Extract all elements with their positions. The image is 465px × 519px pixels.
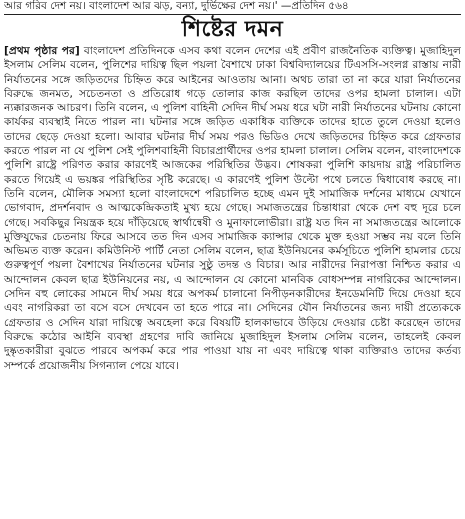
headline: শিষ্টের দমন — [181, 17, 284, 42]
article-body — [4, 44, 461, 514]
article-text: বাংলাদেশ প্রতিদিনকে এসব কথা বলেন দেশের এই প্রবীণ রাজনৈতিক ব্যক্তিত্ব। মুজাহিদুল ইসলাম সেলিম বলেন, পুলিশের দায়িত্ব ছিল পয়লা বৈশাখে ঢাকা বিশ্ববিদ্যালয়ের টিএসসি-সংলগ্ন রাস্তায় নারী নির্যাতনের সঙ্গে জড়িতদের চিহ্নিত করে আইনের আওতায় আনা। অথচ তারা তা না করে যারা নির্যাতনের বিরুদ্ধে জনমত, সচেতনতা ও প্রতিরোধ গড়ে তোলার কাজ করছিল তাদের ওপর হামলা চালাল। এটা ন্যক্কারজনক আচরণ। তিনি বলেন, এ পুলিশ বাহিনী সেদিন দীর্ঘ সময় ধরে ঘটা নারী নির্যাতনের ঘটনায় কোনো কার্যকর ব্যবস্থাই নিতে পারল না। ঘটনার সঙ্গে জড়িত একাধিক ব্যক্তিকে তাদের হাতে তুলে দেওয়া হলেও তাদের ছেড়ে দেওয়া হলো। আবার ঘটনার দীর্ঘ সময় পরও ভিডিও দেখে জড়িতদের চিহ্নিত করে গ্রেফতার করতে পারল না যে পুলিশ সেই পুলিশবাহিনী বিচারপ্রার্থীদের ওপর হামলা চালাল। সেলিম বলেন, বাংলাদেশকে পুলিশি রাষ্ট্রে পরিণত করার কারণেই আজকের পরিস্থিতির উদ্ভব। শোষকরা পুলিশি কায়দায় রাষ্ট্র পরিচালিত করতে গিয়েই এ ভয়ঙ্কর পরিস্থিতির সৃষ্টি করেছে। এ কারণেই পুলিশ উল্টো পথে চলতে দ্বিধাবোধ করছে না। তিনি বলেন, মৌলিক সমস্যা হলো বাংলাদেশে পরিচালিত হচ্ছে এমন দুই সামাজিক দর্শনের মাধ্যমে যেখানে ভোগবাদ, প্রদর্শনবাদ ও আত্মকেন্দ্রিকতাই মুখ্য হয়ে গেছে। সমাজতন্ত্রের চিন্তাধারা থেকে দেশ বহু দূরে চলে গেছে। সবকিছুর নিয়ন্ত্রক হয়ে দাঁড়িয়েছে স্বার্থান্বেষী ও মুনাফালোভীরা। রাষ্ট্র যত দিন না সমাজতন্ত্রের আলোকে মুক্তিযুদ্ধের চেতনায় ফিরে আসবে তত দিন এসব সামাজিক ক্যান্সার থেকে মুক্ত হওয়া সম্ভব নয় বলে তিনি অভিমত ব্যক্ত করেন। কমিউনিস্ট পার্টি নেতা সেলিম বলেন, ছাত্র ইউনিয়নের কর্মসূচিতে পুলিশি হামলার চেয়ে গুরুত্বপূর্ণ পয়লা বৈশাখের নির্যাতনের ঘটনার সুষ্ঠু তদন্ত ও বিচার। আর নারীদের নিরাপত্তা নিশ্চিত করার এ আন্দোলন কেবল ছাত্র ইউনিয়নের নয়, এ আন্দোলন যে কোনো মানবিক বোধসম্পন্ন নাগরিকের আন্দোলন। সেদিন বহু লোকের সামনে দীর্ঘ সময় ধরে অপকর্ম চালানো নিপীড়নকারীদের ইনডেমনিটি দিয়ে দেওয়া হবে এবং নাগরিকরা তা বসে বসে দেখবেন তা হতে পারে না। সেদিনের যৌন নির্যাতনের জন্য দায়ী প্রত্যেককে গ্রেফতার ও সেদিন যারা দায়িত্বে অবহেলা করে বিষয়টি হালকাভাবে উড়িয়ে দেওয়ার চেষ্টা করেছেন তাদের বিরুদ্ধে কঠোর আইনি ব্যবস্থা গ্রহণের দাবি জানিয়ে মুজাহিদুল ইসলাম সেলিম বলেন, তাহলেই কেবল দুষ্কৃতকারীরা বুঝতে পারবে অপকর্ম করে পার পাওয়া যায় না এবং দায়িত্বে থাকা ব্যক্তিরাও তাদের কর্তব্য সম্পর্কে প্রয়োজনীয় সিগন্যাল পেয়ে যাবে। — [4, 44, 461, 372]
continuation-marker: [প্রথম পৃষ্ঠার পর] — [4, 44, 80, 57]
previous-article-tail: আর গরিব দেশ নয়। বাংলাদেশ আর ঝড়, বন্যা, দুর্ভিক্ষের দেশ নয়।' —প্রতিদিন ৫৬৪ — [4, 0, 461, 15]
